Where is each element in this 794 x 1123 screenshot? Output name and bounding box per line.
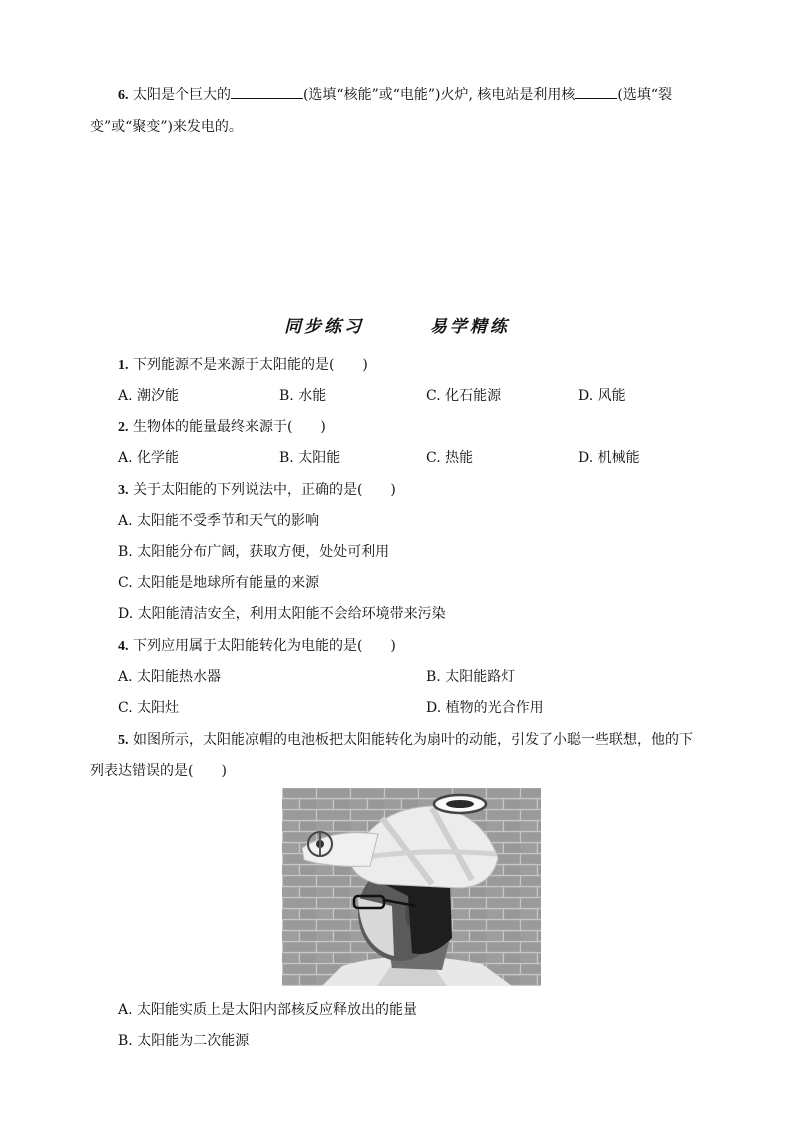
question-text: 关于太阳能的下列说法中，正确的是( )	[132, 482, 396, 498]
question-3-stem	[118, 479, 396, 499]
option-d[interactable]: D. 植物的光合作用	[426, 700, 544, 716]
question-text: (选填“核能”或“电能”)火炉, 核电站是利用核	[302, 87, 576, 103]
answer-blank[interactable]	[231, 84, 303, 99]
option-b[interactable]: B. 太阳能	[279, 450, 341, 466]
question-text: (选填“裂	[617, 87, 673, 103]
question-number: 5.	[118, 733, 129, 748]
question-text: 生物体的能量最终来源于( )	[132, 419, 326, 435]
option-a[interactable]: A. 太阳能热水器	[118, 669, 222, 685]
option-c[interactable]: C. 太阳能是地球所有能量的来源	[118, 575, 320, 591]
answer-blank[interactable]	[575, 84, 617, 99]
section-heading	[0, 312, 794, 337]
question-text: 下列能源不是来源于太阳能的是( )	[132, 357, 368, 373]
question-4-stem	[118, 635, 396, 655]
question-number: 1.	[118, 358, 129, 373]
option-b[interactable]: B. 水能	[279, 388, 327, 404]
option-d[interactable]: D. 太阳能清洁安全，利用太阳能不会给环境带来污染	[118, 606, 446, 622]
option-a[interactable]: A. 潮汐能	[118, 388, 180, 404]
option-a[interactable]: A. 太阳能不受季节和天气的影响	[118, 513, 320, 529]
option-b[interactable]: B. 太阳能路灯	[426, 669, 516, 685]
option-a[interactable]: A. 化学能	[118, 450, 180, 466]
question-number: 4.	[118, 639, 129, 654]
option-b[interactable]: B. 太阳能分布广阔，获取方便，处处可利用	[118, 544, 390, 560]
question-6-line2: 变”或“聚变”)来发电的。	[90, 119, 243, 135]
option-d[interactable]: D. 风能	[578, 388, 626, 404]
question-5-stem-line2: 列表达错误的是( )	[90, 763, 227, 779]
question-number: 2.	[118, 420, 129, 435]
option-d[interactable]: D. 机械能	[578, 450, 640, 466]
question-number: 6.	[118, 88, 129, 103]
option-c[interactable]: C. 热能	[426, 450, 474, 466]
question-text: 如图所示，太阳能凉帽的电池板把太阳能转化为扇叶的动能，引发了小聪一些联想，他的下	[132, 732, 693, 748]
option-b[interactable]: B. 太阳能为二次能源	[118, 1033, 250, 1049]
question-number: 3.	[118, 483, 129, 498]
question-6-line1	[118, 84, 672, 104]
question-5-stem	[118, 729, 693, 749]
section-heading-left: 同步练习	[284, 317, 365, 337]
question-2-stem	[118, 416, 326, 436]
solar-cap-illustration	[282, 788, 541, 986]
section-heading-right: 易学精练	[429, 317, 510, 337]
option-c[interactable]: C. 太阳灶	[118, 700, 180, 716]
question-text: 下列应用属于太阳能转化为电能的是( )	[132, 638, 396, 654]
solar-cap-photo	[282, 788, 541, 986]
question-text: 太阳是个巨大的	[132, 87, 231, 103]
option-a[interactable]: A. 太阳能实质上是太阳内部核反应释放出的能量	[118, 1002, 418, 1018]
question-1-stem	[118, 354, 368, 374]
option-c[interactable]: C. 化石能源	[426, 388, 502, 404]
